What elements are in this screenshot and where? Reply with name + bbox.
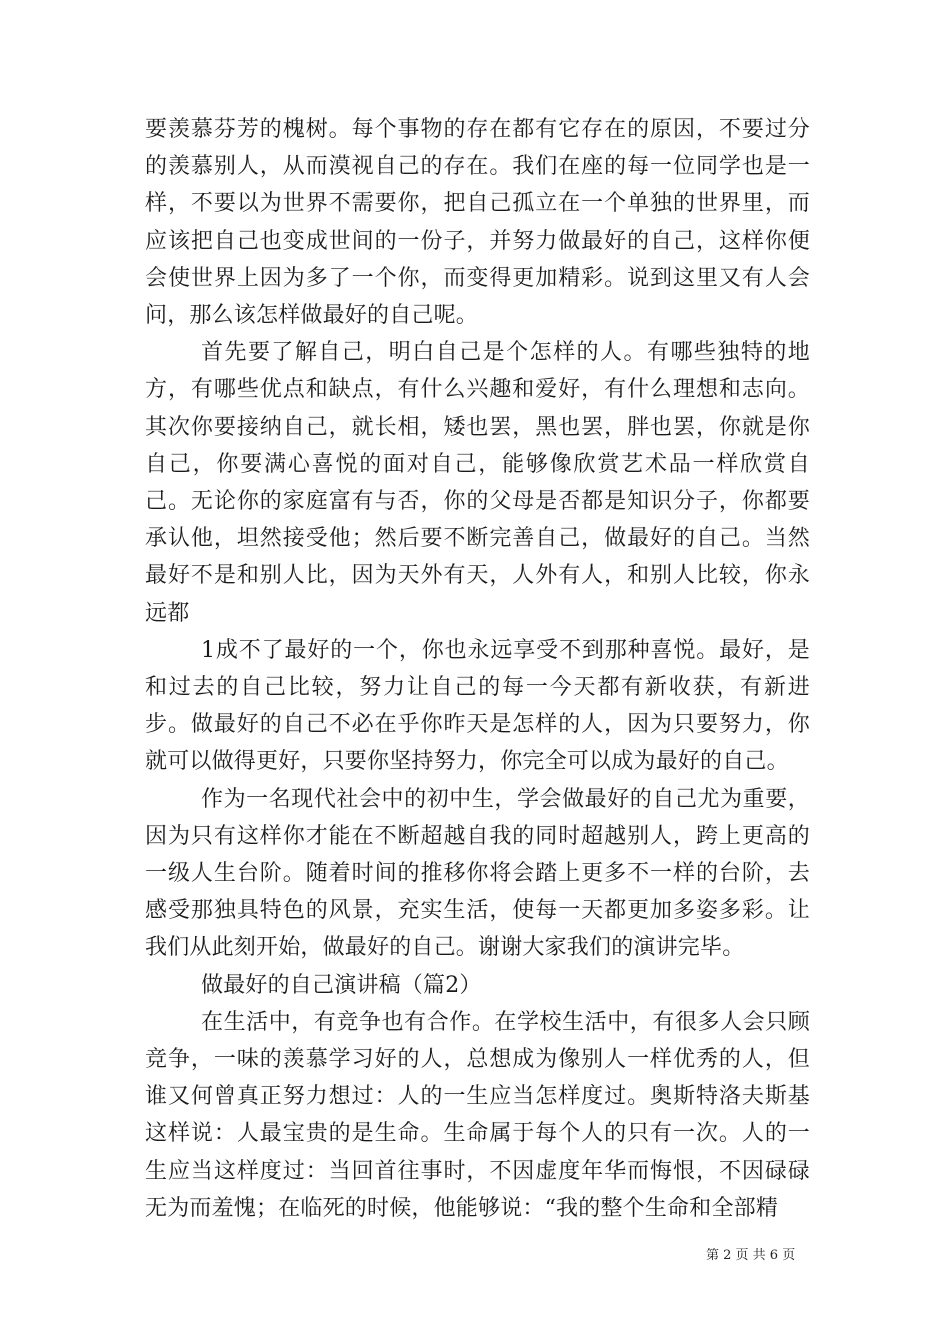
section-heading: 做最好的自己演讲稿（篇2） (201, 972, 482, 998)
paragraph: 首先要了解自己，明白自己是个怎样的人。有哪些独特的地方，有哪些优点和缺点，有什么兴趣和爱好，有什么理想和志向。其次你要接纳自己，就长相，矮也罢，黑也罢，胖也罢，你就是你自己，你要满心喜悦的面对自己，能够像欣赏艺术品一样欣赏自己。无论你的家庭富有与否，你的父母是否都是知识分子，你都要承认他，坦然接受他；然后要不断完善自己，做最好的自己。当然最好不是和别人比，因为天外有天，人外有人，和别人比较，你永远都 (145, 340, 810, 626)
paragraph: 作为一名现代社会中的初中生，学会做最好的自己尤为重要，因为只有这样你才能在不断超越自我的同时超越别人，跨上更高的一级人生台阶。随着时间的推移你将会踏上更多不一样的台阶，去感受那独具特色的风景，充实生活，使每一天都更加多姿多彩。让我们从此刻开始，做最好的自己。谢谢大家我们的演讲完毕。 (145, 786, 810, 961)
document-body (145, 111, 810, 1227)
paragraph: 在生活中，有竞争也有合作。在学校生活中，有很多人会只顾竞争，一味的羡慕学习好的人，总想成为像别人一样优秀的人，但谁又何曾真正努力想过：人的一生应当怎样度过。奥斯特洛夫斯基这样说：人最宝贵的是生命。生命属于每个人的只有一次。人的一生应当这样度过：当回首往事时，不因虚度年华而悔恨，不因碌碌无为而羞愧；在临死的时候，他能够说：“我的整个生命和全部精 (145, 1009, 810, 1221)
paragraph: 1成不了最好的一个，你也永远享受不到那种喜悦。最好，是和过去的自己比较，努力让自己的每一今天都有新收获，有新进步。做最好的自己不必在乎你昨天是怎样的人，因为只要努力，你就可以做得更好，只要你坚持努力，你完全可以成为最好的自己。 (145, 637, 810, 775)
page-footer: 第 2 页 共 6 页 (706, 1248, 796, 1263)
paragraph: 要羡慕芬芳的槐树。每个事物的存在都有它存在的原因，不要过分的羡慕别人，从而漠视自己的存在。我们在座的每一位同学也是一样，不要以为世界不需要你，把自己孤立在一个单独的世界里，而应该把自己也变成世间的一份子，并努力做最好的自己，这样你便会使世界上因为多了一个你，而变得更加精彩。说到这里又有人会问，那么该怎样做最好的自己呢。 (145, 117, 810, 329)
